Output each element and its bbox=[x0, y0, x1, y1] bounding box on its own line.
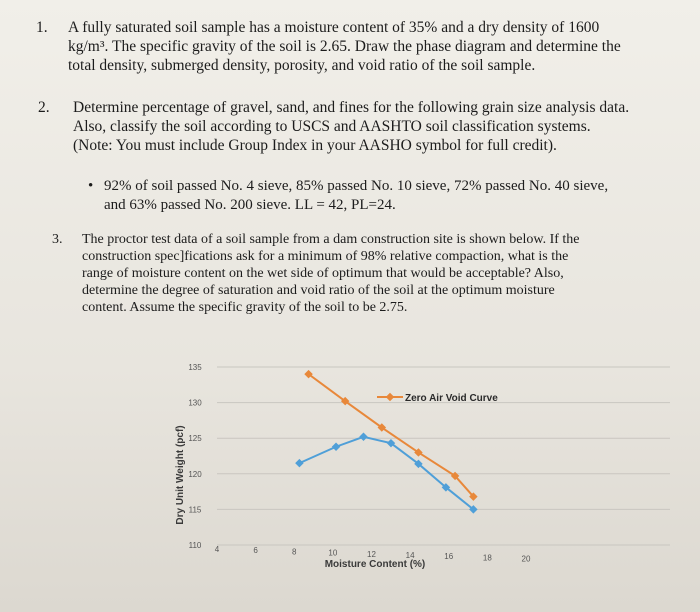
question-line: total density, submerged density, porosity, and void ratio of the soil sample. bbox=[68, 57, 536, 74]
y-axis-label: Dry Unit Weight (pcf) bbox=[175, 425, 186, 525]
y-tick-label: 135 bbox=[188, 363, 202, 372]
y-tick-label: 125 bbox=[188, 434, 202, 444]
y-tick-label: 110 bbox=[188, 541, 202, 550]
question-line: range of moisture content on the wet side of optimum that would be acceptable? Also, bbox=[82, 266, 564, 281]
data-point bbox=[359, 433, 367, 441]
x-tick-label: 12 bbox=[367, 549, 376, 559]
question-number: 1. bbox=[36, 19, 48, 36]
y-tick-label: 130 bbox=[188, 398, 202, 408]
x-tick-label: 18 bbox=[482, 553, 492, 563]
question-line: A fully saturated soil sample has a moisture content of 35% and a dry density of 1600 bbox=[68, 19, 600, 36]
x-tick-label: 14 bbox=[405, 551, 415, 560]
question-line: content. Assume the specific gravity of the soil to be 2.75. bbox=[82, 300, 408, 315]
x-axis-label: Moisture Content (%) bbox=[324, 559, 426, 570]
y-tick-label: 120 bbox=[188, 469, 202, 479]
bullet: • bbox=[88, 178, 94, 194]
question-3 bbox=[52, 231, 692, 321]
data-line: 92% of soil passed No. 4 sieve, 85% passed No. 10 sieve, 72% passed No. 40 sieve, bbox=[104, 178, 609, 194]
question-line: Also, classify the soil according to USCS and AASHTO soil classification systems. bbox=[73, 118, 591, 135]
x-tick-label: 6 bbox=[253, 546, 258, 556]
question-line: kg/m³. The specific gravity of the soil is 2.65. Draw the phase diagram and determine the bbox=[68, 38, 621, 55]
legend-marker bbox=[386, 393, 394, 401]
series-line bbox=[299, 437, 473, 510]
legend-label: Zero Air Void Curve bbox=[405, 393, 498, 404]
data-line: and 63% passed No. 200 sieve. LL = 42, PL=24. bbox=[104, 197, 396, 213]
x-tick-label: 16 bbox=[444, 552, 454, 562]
y-tick-label: 115 bbox=[188, 505, 202, 515]
question-line: determine the degree of saturation and void ratio of the soil at the optimum moisture bbox=[82, 283, 555, 298]
y-tick-labels bbox=[188, 363, 202, 550]
chart-series bbox=[295, 370, 477, 514]
x-tick-label: 4 bbox=[214, 545, 220, 554]
x-tick-label: 8 bbox=[292, 547, 297, 557]
data-point bbox=[332, 443, 340, 451]
question-line: The proctor test data of a soil sample from a dam construction site is shown below. If the bbox=[82, 232, 580, 247]
question-line: (Note: You must include Group Index in your AASHO symbol for full credit). bbox=[73, 137, 557, 154]
question-2 bbox=[38, 98, 688, 158]
question-number: 2. bbox=[38, 99, 50, 116]
question-number: 3. bbox=[52, 232, 63, 247]
question-1 bbox=[36, 18, 686, 78]
proctor-chart bbox=[165, 355, 700, 590]
question-line: construction spec]fications ask for a minimum of 98% relative compaction, what is the bbox=[82, 249, 569, 264]
x-tick-label: 10 bbox=[328, 548, 338, 558]
question-2-data bbox=[88, 177, 688, 217]
x-tick-label: 20 bbox=[521, 554, 531, 564]
data-point bbox=[295, 459, 303, 467]
question-line: Determine percentage of gravel, sand, and fines for the following grain size analysis data. bbox=[73, 99, 630, 116]
